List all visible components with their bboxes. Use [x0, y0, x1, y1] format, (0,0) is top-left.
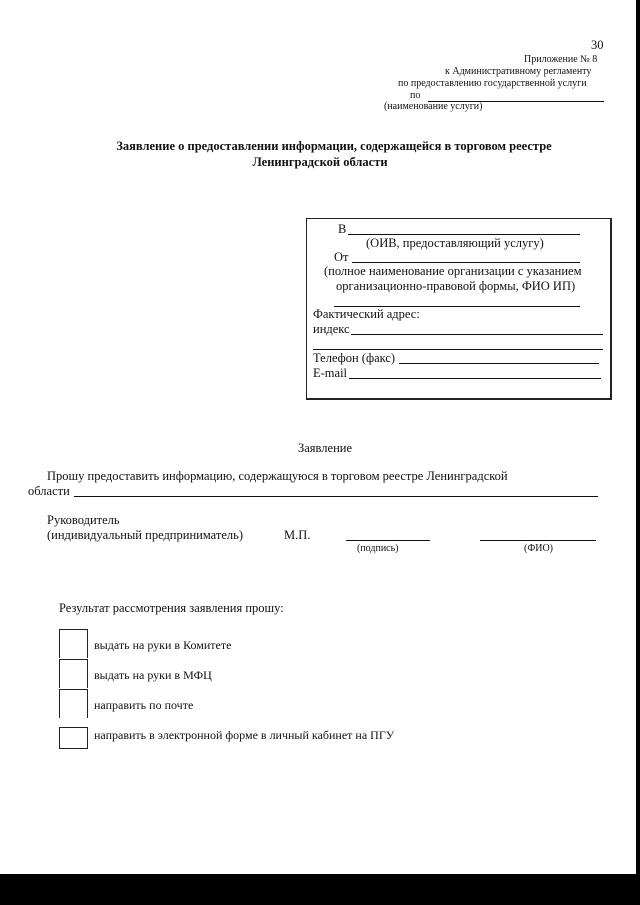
email-field[interactable] — [349, 378, 601, 379]
address-label: Фактический адрес: — [313, 307, 420, 321]
option-mfc-checkbox[interactable] — [59, 659, 88, 688]
option-mfc-label: выдать на руки в МФЦ — [94, 668, 212, 682]
stamp-label: М.П. — [284, 528, 311, 542]
from-caption-2: организационно-правовой формы, ФИО ИП) — [336, 279, 576, 293]
result-heading: Результат рассмотрения заявления прошу: — [59, 601, 284, 615]
option-mail-label: направить по почте — [94, 698, 194, 712]
head-sublabel: (индивидуальный предприниматель) — [47, 528, 243, 542]
appendix-regulation: к Административному регламенту — [445, 66, 592, 77]
appendix-po: по — [410, 90, 421, 101]
appendix-number: Приложение № 8 — [524, 54, 598, 65]
request-line-1: Прошу предоставить информацию, содержащуюся в торговом реестре Ленинградской — [47, 469, 508, 483]
option-committee-label: выдать на руки в Комитете — [94, 638, 232, 652]
statement-heading: Заявление — [298, 441, 353, 455]
to-caption: (ОИВ, предоставляющий услугу) — [366, 236, 544, 250]
head-label: Руководитель — [47, 513, 120, 527]
option-electronic-checkbox[interactable] — [59, 727, 88, 749]
request-details-field[interactable] — [74, 496, 598, 497]
from-caption-1: (полное наименование организации с указанием — [324, 264, 582, 278]
email-label: E-mail — [313, 366, 348, 380]
address-field[interactable] — [313, 349, 603, 350]
signature-field[interactable] — [346, 540, 430, 541]
signature-caption: (подпись) — [357, 543, 399, 554]
document-title-line1: Заявление о предоставлении информации, содержащейся в торговом реестре — [116, 139, 552, 153]
index-field[interactable] — [351, 334, 603, 335]
scan-bottom-bar — [0, 874, 640, 905]
to-label: В — [338, 222, 347, 236]
appendix-service: по предоставлению государственной услуги — [398, 78, 587, 89]
service-name-caption: (наименование услуги) — [384, 101, 483, 112]
document-title-line2: Ленинградской области — [252, 155, 388, 169]
from-field[interactable] — [352, 262, 580, 263]
index-label: индекс — [313, 322, 350, 336]
scan-edge — [636, 0, 640, 905]
phone-label: Телефон (факс) — [313, 351, 396, 365]
from-label: От — [334, 250, 349, 264]
name-caption: (ФИО) — [524, 543, 554, 554]
phone-field[interactable] — [399, 363, 599, 364]
page-number: 30 — [591, 38, 604, 52]
option-committee-checkbox[interactable] — [59, 629, 88, 658]
request-line-2: области — [28, 484, 70, 498]
option-mail-checkbox[interactable] — [59, 689, 88, 718]
option-electronic-label: направить в электронной форме в личный кабинет на ПГУ — [94, 728, 395, 742]
name-field[interactable] — [480, 540, 596, 541]
to-field[interactable] — [348, 234, 580, 235]
